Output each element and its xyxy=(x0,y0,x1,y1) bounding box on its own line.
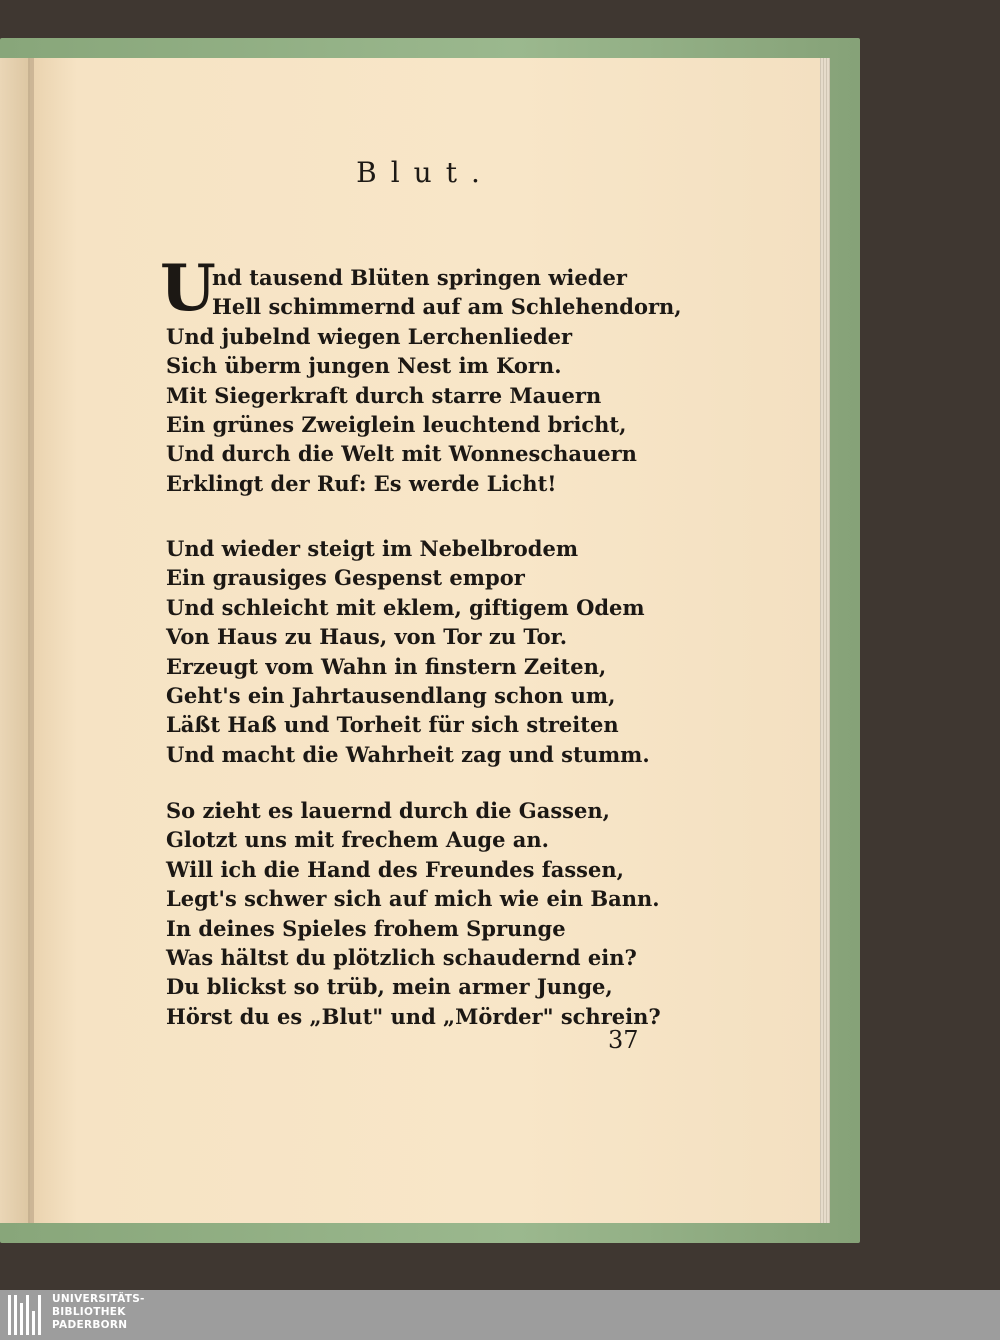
poem-line: Und jubelnd wiegen Lerchenlieder xyxy=(166,323,573,349)
drop-cap: U xyxy=(160,251,216,326)
poem-line: Geht's ein Jahrtausendlang schon um, xyxy=(166,683,616,709)
library-name-line: UNIVERSITÄTS- xyxy=(52,1293,145,1305)
book-page xyxy=(30,58,820,1223)
poem-line: Und wieder steigt im Nebelbrodem xyxy=(166,536,579,561)
library-logo-icon xyxy=(8,1295,44,1335)
poem-line: Was hältst du plötzlich schaudernd ein? xyxy=(166,945,637,971)
library-name xyxy=(52,1293,145,1332)
library-name-line: PADERBORN xyxy=(52,1319,128,1331)
poem-line: In deines Spieles frohem Sprunge xyxy=(166,915,566,941)
poem-line: Glotzt uns mit frechem Auge an. xyxy=(166,827,549,853)
poem-line: Ein grünes Zweiglein leuchtend bricht, xyxy=(166,412,627,438)
poem-line: Und schleicht mit eklem, giftigem Odem xyxy=(166,594,645,620)
poem-line: Mit Siegerkraft durch starre Mauern xyxy=(166,382,602,408)
stanza-1 xyxy=(160,251,682,498)
page-number: 37 xyxy=(608,1026,639,1054)
poem-line: nd tausend Blüten springen wieder xyxy=(212,265,627,290)
library-footer xyxy=(0,1290,1000,1340)
book-gutter xyxy=(28,58,34,1223)
poem-line: Du blickst so trüb, mein armer Junge, xyxy=(166,974,613,1000)
poem-line: Legt's schwer sich auf mich wie ein Bann. xyxy=(166,886,660,912)
stanza-3 xyxy=(166,796,661,1031)
poem-line: Will ich die Hand des Freundes fassen, xyxy=(166,856,624,882)
poem-line: Sich überm jungen Nest im Korn. xyxy=(166,353,562,379)
poem-line: Läßt Haß und Torheit für sich streiten xyxy=(166,712,619,738)
poem-line: Hörst du es „Blut" und „Mörder" schrein? xyxy=(166,1003,661,1029)
poem-line: Von Haus zu Haus, von Tor zu Tor. xyxy=(166,624,568,650)
poem-line: Erzeugt vom Wahn in finstern Zeiten, xyxy=(166,653,607,679)
poem-line: Erklingt der Ruf: Es werde Licht! xyxy=(166,470,557,496)
poem-title: Blut. xyxy=(356,156,494,189)
library-name-line: BIBLIOTHEK xyxy=(52,1306,126,1318)
poem-line: So zieht es lauernd durch die Gassen, xyxy=(166,798,610,823)
poem-line: Und macht die Wahrheit zag und stumm. xyxy=(166,741,650,767)
left-facing-page xyxy=(0,58,30,1223)
poem-line: Ein grausiges Gespenst empor xyxy=(166,565,525,591)
poem-line: Und durch die Welt mit Wonneschauern xyxy=(166,441,637,467)
poem-line: Hell schimmernd auf am Schlehendorn, xyxy=(212,294,682,320)
stanza-2 xyxy=(166,534,650,769)
